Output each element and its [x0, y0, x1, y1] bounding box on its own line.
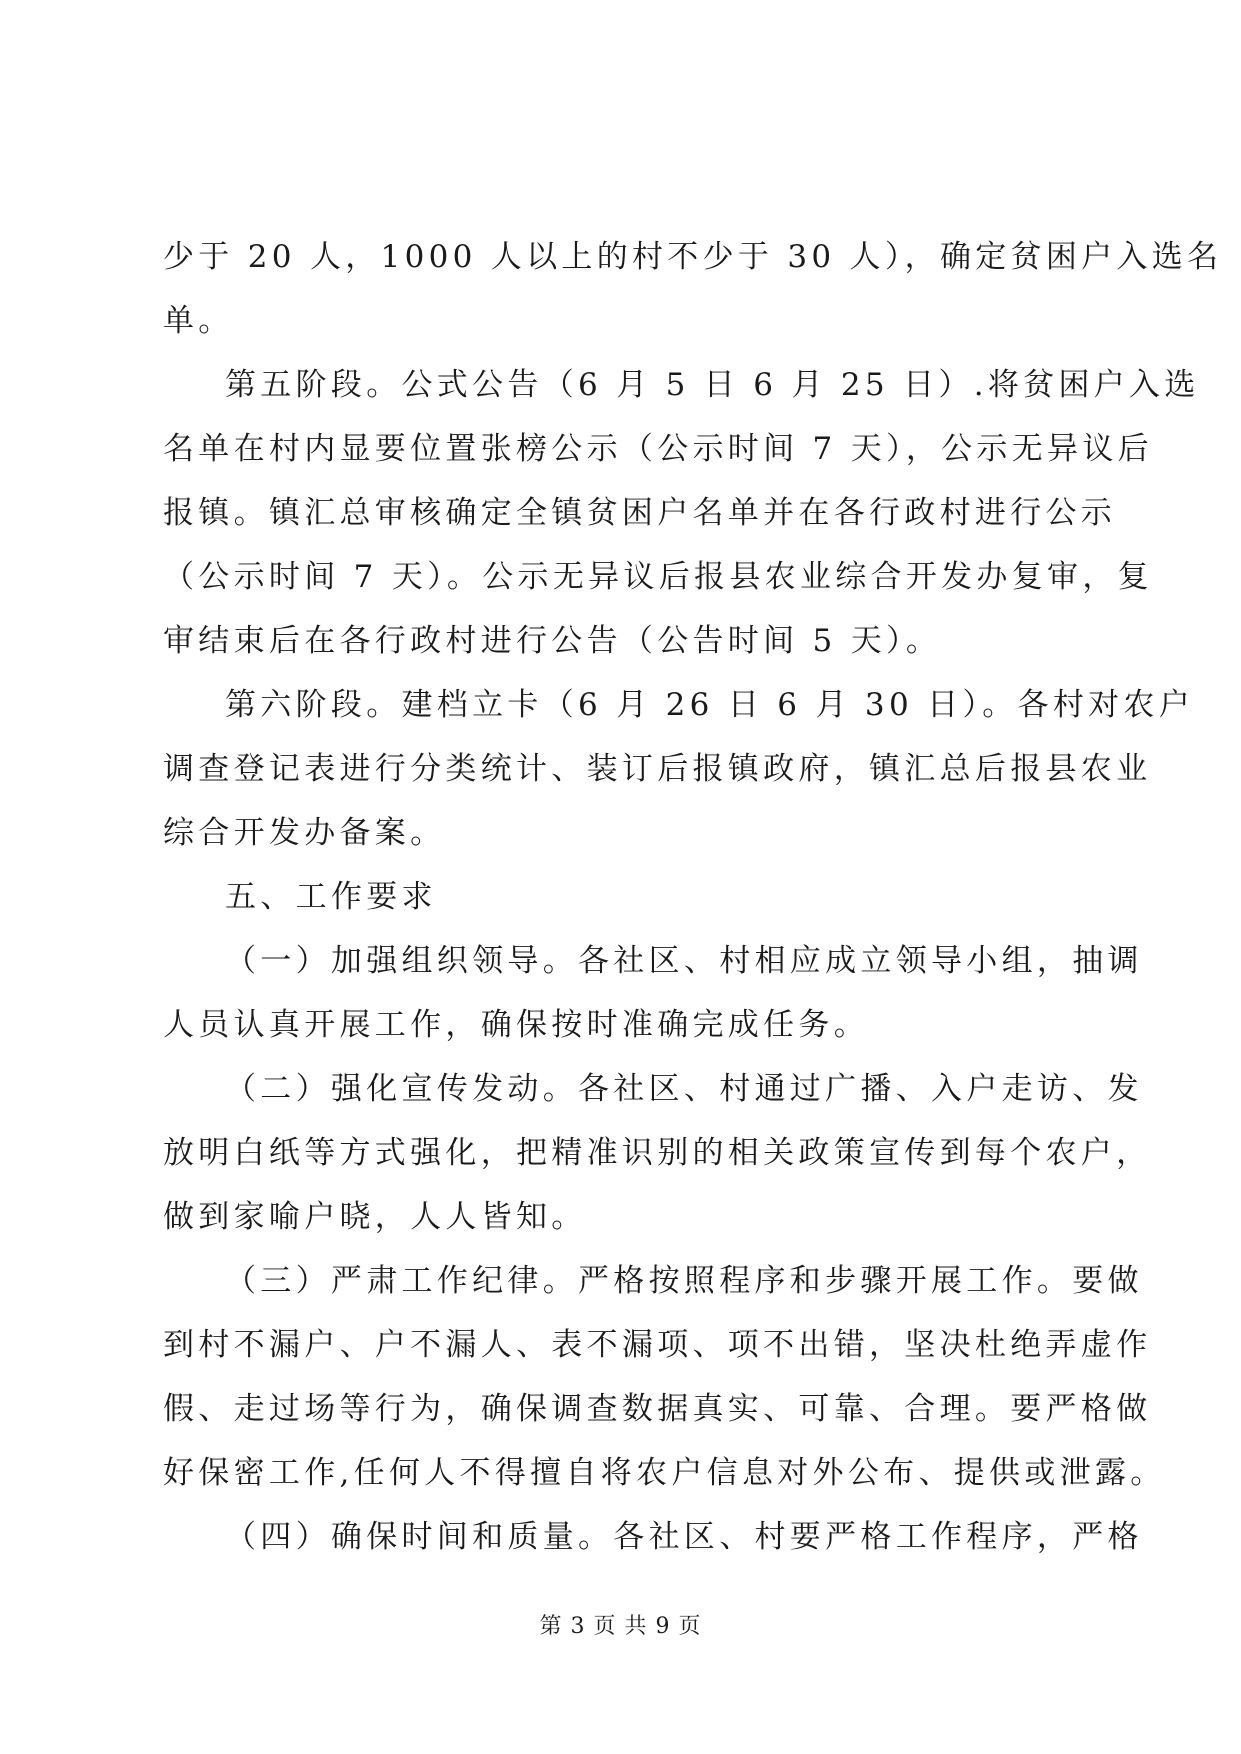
text-line: （三）严肃工作纪律。严格按照程序和步骤开展工作。要做	[225, 1263, 1143, 1299]
text-block	[163, 225, 1223, 1569]
text-line: （二）强化宣传发动。各社区、村通过广播、入户走访、发	[225, 1071, 1143, 1107]
text-line: 假、走过场等行为，确保调查数据真实、可靠、合理。要严格做	[163, 1391, 1152, 1427]
text-line: 名单在村内显要位置张榜公示（公示时间 7 天），公示无异议后	[163, 431, 1153, 467]
text-line: 到村不漏户、户不漏人、表不漏项、项不出错，坚决杜绝弄虚作	[163, 1327, 1152, 1363]
text-line: 人员认真开展工作，确保按时准确完成任务。	[163, 1007, 869, 1043]
text-line: 综合开发办备案。	[163, 815, 446, 851]
text-line: （公示时间 7 天）。公示无异议后报县农业综合开发办复审，复	[163, 559, 1153, 595]
text-line: 好保密工作,任何人不得擅自将农户信息对外公布、提供或泄露。	[163, 1455, 1166, 1491]
text-line: 做到家喻户晓，人人皆知。	[163, 1199, 587, 1235]
text-line: 调查登记表进行分类统计、装订后报镇政府，镇汇总后报县农业	[163, 751, 1152, 787]
text-line: 第五阶段。公式公告（6 月 5 日 6 月 25 日）.将贫困户入选	[225, 367, 1200, 403]
text-line: 少于 20 人，1000 人以上的村不少于 30 人），确定贫困户入选名	[163, 239, 1223, 275]
text-line: 单。	[163, 303, 234, 339]
text-line: 审结束后在各行政村进行公告（公告时间 5 天）。	[163, 623, 942, 659]
text-line: 第六阶段。建档立卡（6 月 26 日 6 月 30 日）。各村对农户	[225, 687, 1195, 723]
page-footer: 第 3 页 共 9 页	[539, 1614, 702, 1639]
document-body	[163, 225, 1223, 1569]
text-line: 放明白纸等方式强化，把精准识别的相关政策宣传到每个农户，	[163, 1135, 1152, 1171]
text-line: （四）确保时间和质量。各社区、村要严格工作程序，严格	[225, 1519, 1143, 1555]
text-line: 报镇。镇汇总审核确定全镇贫困户名单并在各行政村进行公示	[163, 495, 1117, 531]
section-heading: 五、工作要求	[225, 879, 437, 915]
text-line: （一）加强组织领导。各社区、村相应成立领导小组，抽调	[225, 943, 1143, 979]
